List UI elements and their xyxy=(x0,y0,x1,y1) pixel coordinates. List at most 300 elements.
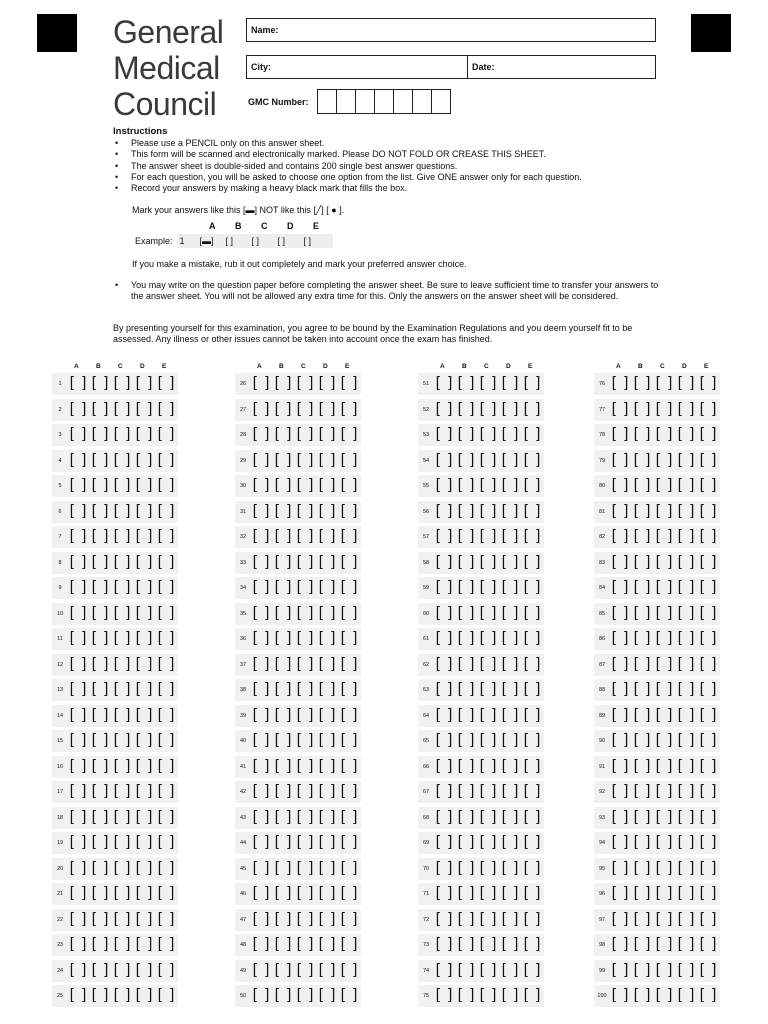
answer-bubble-b[interactable]: [ ] xyxy=(457,986,477,1003)
answer-bubble-a[interactable]: [ ] xyxy=(252,578,272,595)
answer-bubble-c[interactable]: [ ] xyxy=(296,731,316,748)
answer-bubble-c[interactable]: [ ] xyxy=(655,374,675,391)
answer-bubble-a[interactable]: [ ] xyxy=(435,782,455,799)
answer-bubble-c[interactable]: [ ] xyxy=(296,527,316,544)
answer-bubble-a[interactable]: [ ] xyxy=(611,527,631,544)
answer-bubble-a[interactable]: [ ] xyxy=(252,629,272,646)
answer-bubble-c[interactable]: [ ] xyxy=(479,501,499,519)
answer-bubble-d[interactable]: [ ] xyxy=(318,858,338,876)
answer-bubble-e[interactable]: [ ] xyxy=(340,476,360,493)
answer-bubble-c[interactable]: [ ] xyxy=(296,680,316,697)
answer-bubble-c[interactable]: [ ] xyxy=(479,450,499,468)
answer-bubble-d[interactable]: [ ] xyxy=(501,578,521,595)
answer-bubble-d[interactable]: [ ] xyxy=(135,654,155,672)
answer-bubble-b[interactable]: [ ] xyxy=(457,603,477,621)
answer-bubble-a[interactable]: [ ] xyxy=(435,425,455,442)
answer-bubble-e[interactable]: [ ] xyxy=(157,654,177,672)
answer-bubble-b[interactable]: [ ] xyxy=(457,578,477,595)
answer-bubble-a[interactable]: [ ] xyxy=(252,731,272,748)
answer-bubble-b[interactable]: [ ] xyxy=(274,884,294,901)
answer-bubble-a[interactable]: [ ] xyxy=(611,501,631,519)
gmc-number-boxes[interactable] xyxy=(318,89,451,114)
answer-bubble-e[interactable]: [ ] xyxy=(699,986,719,1003)
answer-bubble-e[interactable]: [ ] xyxy=(699,374,719,391)
answer-bubble-e[interactable]: [ ] xyxy=(699,629,719,646)
answer-bubble-c[interactable]: [ ] xyxy=(113,935,133,952)
answer-bubble-a[interactable]: [ ] xyxy=(611,705,631,723)
answer-bubble-e[interactable]: [ ] xyxy=(699,603,719,621)
answer-bubble-d[interactable]: [ ] xyxy=(501,807,521,825)
answer-bubble-e[interactable]: [ ] xyxy=(523,680,543,697)
answer-bubble-b[interactable]: [ ] xyxy=(633,960,653,978)
answer-bubble-e[interactable]: [ ] xyxy=(523,884,543,901)
answer-bubble-a[interactable]: [ ] xyxy=(435,578,455,595)
answer-bubble-b[interactable]: [ ] xyxy=(633,578,653,595)
answer-bubble-a[interactable]: [ ] xyxy=(69,450,89,468)
answer-bubble-d[interactable]: [ ] xyxy=(135,476,155,493)
answer-bubble-e[interactable]: [ ] xyxy=(699,756,719,774)
answer-bubble-b[interactable]: [ ] xyxy=(633,476,653,493)
answer-bubble-e[interactable]: [ ] xyxy=(340,527,360,544)
answer-bubble-d[interactable]: [ ] xyxy=(318,654,338,672)
answer-bubble-c[interactable]: [ ] xyxy=(296,450,316,468)
answer-bubble-b[interactable]: [ ] xyxy=(457,960,477,978)
answer-bubble-a[interactable]: [ ] xyxy=(435,909,455,927)
answer-bubble-e[interactable]: [ ] xyxy=(157,578,177,595)
answer-bubble-d[interactable]: [ ] xyxy=(135,425,155,442)
gmc-digit-box[interactable] xyxy=(431,89,451,114)
answer-bubble-b[interactable]: [ ] xyxy=(633,603,653,621)
answer-bubble-b[interactable]: [ ] xyxy=(91,833,111,850)
answer-bubble-a[interactable]: [ ] xyxy=(435,450,455,468)
answer-bubble-e[interactable]: [ ] xyxy=(699,476,719,493)
answer-bubble-d[interactable]: [ ] xyxy=(501,629,521,646)
answer-bubble-e[interactable]: [ ] xyxy=(157,552,177,570)
answer-bubble-a[interactable]: [ ] xyxy=(252,425,272,442)
answer-bubble-d[interactable]: [ ] xyxy=(318,935,338,952)
answer-bubble-d[interactable]: [ ] xyxy=(135,578,155,595)
date-field[interactable] xyxy=(467,55,656,79)
answer-bubble-c[interactable]: [ ] xyxy=(479,578,499,595)
answer-bubble-d[interactable]: [ ] xyxy=(677,374,697,391)
answer-bubble-e[interactable]: [ ] xyxy=(699,833,719,850)
answer-bubble-e[interactable]: [ ] xyxy=(523,935,543,952)
answer-bubble-b[interactable]: [ ] xyxy=(457,731,477,748)
answer-bubble-b[interactable]: [ ] xyxy=(633,909,653,927)
answer-bubble-b[interactable]: [ ] xyxy=(633,986,653,1003)
answer-bubble-b[interactable]: [ ] xyxy=(633,807,653,825)
answer-bubble-c[interactable]: [ ] xyxy=(113,629,133,646)
answer-bubble-d[interactable]: [ ] xyxy=(318,986,338,1003)
answer-bubble-b[interactable]: [ ] xyxy=(457,756,477,774)
answer-bubble-e[interactable]: [ ] xyxy=(157,807,177,825)
answer-bubble-d[interactable]: [ ] xyxy=(318,884,338,901)
gmc-digit-box[interactable] xyxy=(336,89,356,114)
answer-bubble-d[interactable]: [ ] xyxy=(677,909,697,927)
answer-bubble-e[interactable]: [ ] xyxy=(340,705,360,723)
answer-bubble-e[interactable]: [ ] xyxy=(340,425,360,442)
answer-bubble-d[interactable]: [ ] xyxy=(501,833,521,850)
answer-bubble-e[interactable]: [ ] xyxy=(523,578,543,595)
answer-bubble-e[interactable]: [ ] xyxy=(699,501,719,519)
answer-bubble-b[interactable]: [ ] xyxy=(457,374,477,391)
answer-bubble-e[interactable]: [ ] xyxy=(523,756,543,774)
answer-bubble-a[interactable]: [ ] xyxy=(611,960,631,978)
answer-bubble-a[interactable]: [ ] xyxy=(69,960,89,978)
answer-bubble-e[interactable]: [ ] xyxy=(699,450,719,468)
answer-bubble-d[interactable]: [ ] xyxy=(135,399,155,417)
answer-bubble-b[interactable]: [ ] xyxy=(457,935,477,952)
answer-bubble-b[interactable]: [ ] xyxy=(633,705,653,723)
answer-bubble-d[interactable]: [ ] xyxy=(501,680,521,697)
answer-bubble-d[interactable]: [ ] xyxy=(135,858,155,876)
answer-bubble-c[interactable]: [ ] xyxy=(655,858,675,876)
answer-bubble-d[interactable]: [ ] xyxy=(318,680,338,697)
answer-bubble-c[interactable]: [ ] xyxy=(296,884,316,901)
answer-bubble-d[interactable]: [ ] xyxy=(501,909,521,927)
answer-bubble-a[interactable]: [ ] xyxy=(611,654,631,672)
answer-bubble-e[interactable]: [ ] xyxy=(699,578,719,595)
answer-bubble-c[interactable]: [ ] xyxy=(479,986,499,1003)
answer-bubble-a[interactable]: [ ] xyxy=(611,935,631,952)
answer-bubble-d[interactable]: [ ] xyxy=(677,425,697,442)
answer-bubble-e[interactable]: [ ] xyxy=(523,476,543,493)
answer-bubble-b[interactable]: [ ] xyxy=(91,501,111,519)
answer-bubble-b[interactable]: [ ] xyxy=(457,450,477,468)
answer-bubble-b[interactable]: [ ] xyxy=(91,450,111,468)
answer-bubble-e[interactable]: [ ] xyxy=(157,425,177,442)
answer-bubble-d[interactable]: [ ] xyxy=(677,654,697,672)
answer-bubble-a[interactable]: [ ] xyxy=(611,425,631,442)
answer-bubble-c[interactable]: [ ] xyxy=(655,884,675,901)
answer-bubble-c[interactable]: [ ] xyxy=(655,986,675,1003)
answer-bubble-a[interactable]: [ ] xyxy=(611,629,631,646)
answer-bubble-a[interactable]: [ ] xyxy=(611,884,631,901)
answer-bubble-d[interactable]: [ ] xyxy=(318,782,338,799)
answer-bubble-e[interactable]: [ ] xyxy=(340,960,360,978)
answer-bubble-b[interactable]: [ ] xyxy=(91,527,111,544)
answer-bubble-c[interactable]: [ ] xyxy=(655,960,675,978)
answer-bubble-b[interactable]: [ ] xyxy=(274,986,294,1003)
answer-bubble-c[interactable]: [ ] xyxy=(296,399,316,417)
answer-bubble-b[interactable]: [ ] xyxy=(633,935,653,952)
answer-bubble-d[interactable]: [ ] xyxy=(135,629,155,646)
answer-bubble-d[interactable]: [ ] xyxy=(135,756,155,774)
answer-bubble-a[interactable]: [ ] xyxy=(69,909,89,927)
answer-bubble-b[interactable]: [ ] xyxy=(457,399,477,417)
answer-bubble-c[interactable]: [ ] xyxy=(113,833,133,850)
answer-bubble-a[interactable]: [ ] xyxy=(611,399,631,417)
answer-bubble-d[interactable]: [ ] xyxy=(135,374,155,391)
answer-bubble-d[interactable]: [ ] xyxy=(318,629,338,646)
answer-bubble-e[interactable]: [ ] xyxy=(340,884,360,901)
answer-bubble-e[interactable]: [ ] xyxy=(157,399,177,417)
answer-bubble-b[interactable]: [ ] xyxy=(91,884,111,901)
answer-bubble-a[interactable]: [ ] xyxy=(252,884,272,901)
answer-bubble-d[interactable]: [ ] xyxy=(677,552,697,570)
answer-bubble-d[interactable]: [ ] xyxy=(677,756,697,774)
answer-bubble-a[interactable]: [ ] xyxy=(252,960,272,978)
answer-bubble-b[interactable]: [ ] xyxy=(274,807,294,825)
answer-bubble-d[interactable]: [ ] xyxy=(135,552,155,570)
answer-bubble-d[interactable]: [ ] xyxy=(677,782,697,799)
answer-bubble-a[interactable]: [ ] xyxy=(435,527,455,544)
answer-bubble-a[interactable]: [ ] xyxy=(69,476,89,493)
answer-bubble-e[interactable]: [ ] xyxy=(340,450,360,468)
answer-bubble-c[interactable]: [ ] xyxy=(479,756,499,774)
answer-bubble-e[interactable]: [ ] xyxy=(157,909,177,927)
answer-bubble-e[interactable]: [ ] xyxy=(523,374,543,391)
answer-bubble-a[interactable]: [ ] xyxy=(252,986,272,1003)
answer-bubble-e[interactable]: [ ] xyxy=(157,476,177,493)
answer-bubble-c[interactable]: [ ] xyxy=(296,909,316,927)
answer-bubble-b[interactable]: [ ] xyxy=(91,807,111,825)
answer-bubble-e[interactable]: [ ] xyxy=(523,450,543,468)
answer-bubble-c[interactable]: [ ] xyxy=(113,552,133,570)
answer-bubble-d[interactable]: [ ] xyxy=(318,374,338,391)
answer-bubble-a[interactable]: [ ] xyxy=(69,986,89,1003)
answer-bubble-b[interactable]: [ ] xyxy=(274,476,294,493)
answer-bubble-a[interactable]: [ ] xyxy=(611,731,631,748)
answer-bubble-e[interactable]: [ ] xyxy=(340,782,360,799)
answer-bubble-a[interactable]: [ ] xyxy=(69,782,89,799)
answer-bubble-d[interactable]: [ ] xyxy=(677,527,697,544)
answer-bubble-a[interactable]: [ ] xyxy=(69,884,89,901)
answer-bubble-d[interactable]: [ ] xyxy=(677,501,697,519)
answer-bubble-c[interactable]: [ ] xyxy=(113,476,133,493)
answer-bubble-b[interactable]: [ ] xyxy=(91,935,111,952)
answer-bubble-e[interactable]: [ ] xyxy=(340,654,360,672)
answer-bubble-b[interactable]: [ ] xyxy=(274,603,294,621)
answer-bubble-a[interactable]: [ ] xyxy=(252,501,272,519)
answer-bubble-d[interactable]: [ ] xyxy=(135,986,155,1003)
answer-bubble-d[interactable]: [ ] xyxy=(135,501,155,519)
answer-bubble-d[interactable]: [ ] xyxy=(135,450,155,468)
answer-bubble-c[interactable]: [ ] xyxy=(296,629,316,646)
answer-bubble-e[interactable]: [ ] xyxy=(340,731,360,748)
answer-bubble-c[interactable]: [ ] xyxy=(479,884,499,901)
answer-bubble-d[interactable]: [ ] xyxy=(135,705,155,723)
answer-bubble-c[interactable]: [ ] xyxy=(479,909,499,927)
answer-bubble-b[interactable]: [ ] xyxy=(633,756,653,774)
answer-bubble-e[interactable]: [ ] xyxy=(699,858,719,876)
answer-bubble-b[interactable]: [ ] xyxy=(457,884,477,901)
answer-bubble-b[interactable]: [ ] xyxy=(457,654,477,672)
answer-bubble-d[interactable]: [ ] xyxy=(677,807,697,825)
answer-bubble-d[interactable]: [ ] xyxy=(677,858,697,876)
answer-bubble-a[interactable]: [ ] xyxy=(252,680,272,697)
answer-bubble-b[interactable]: [ ] xyxy=(274,374,294,391)
answer-bubble-d[interactable]: [ ] xyxy=(677,705,697,723)
answer-bubble-a[interactable]: [ ] xyxy=(69,552,89,570)
answer-bubble-b[interactable]: [ ] xyxy=(633,858,653,876)
answer-bubble-c[interactable]: [ ] xyxy=(113,705,133,723)
answer-bubble-d[interactable]: [ ] xyxy=(135,884,155,901)
answer-bubble-b[interactable]: [ ] xyxy=(457,501,477,519)
answer-bubble-a[interactable]: [ ] xyxy=(611,909,631,927)
answer-bubble-b[interactable]: [ ] xyxy=(457,680,477,697)
answer-bubble-e[interactable]: [ ] xyxy=(157,680,177,697)
answer-bubble-e[interactable]: [ ] xyxy=(523,603,543,621)
answer-bubble-b[interactable]: [ ] xyxy=(91,425,111,442)
answer-bubble-c[interactable]: [ ] xyxy=(113,858,133,876)
answer-bubble-d[interactable]: [ ] xyxy=(501,858,521,876)
answer-bubble-c[interactable]: [ ] xyxy=(479,374,499,391)
answer-bubble-c[interactable]: [ ] xyxy=(113,756,133,774)
answer-bubble-b[interactable]: [ ] xyxy=(91,654,111,672)
answer-bubble-c[interactable]: [ ] xyxy=(113,399,133,417)
answer-bubble-c[interactable]: [ ] xyxy=(479,935,499,952)
answer-bubble-d[interactable]: [ ] xyxy=(501,756,521,774)
answer-bubble-c[interactable]: [ ] xyxy=(113,374,133,391)
answer-bubble-a[interactable]: [ ] xyxy=(252,756,272,774)
answer-bubble-b[interactable]: [ ] xyxy=(274,680,294,697)
answer-bubble-b[interactable]: [ ] xyxy=(633,399,653,417)
answer-bubble-e[interactable]: [ ] xyxy=(340,935,360,952)
answer-bubble-b[interactable]: [ ] xyxy=(633,782,653,799)
answer-bubble-b[interactable]: [ ] xyxy=(91,552,111,570)
answer-bubble-c[interactable]: [ ] xyxy=(113,425,133,442)
answer-bubble-a[interactable]: [ ] xyxy=(69,501,89,519)
answer-bubble-a[interactable]: [ ] xyxy=(611,680,631,697)
answer-bubble-b[interactable]: [ ] xyxy=(274,578,294,595)
answer-bubble-b[interactable]: [ ] xyxy=(91,374,111,391)
answer-bubble-e[interactable]: [ ] xyxy=(699,807,719,825)
answer-bubble-a[interactable]: [ ] xyxy=(69,705,89,723)
answer-bubble-a[interactable]: [ ] xyxy=(611,782,631,799)
answer-bubble-b[interactable]: [ ] xyxy=(457,476,477,493)
answer-bubble-d[interactable]: [ ] xyxy=(677,399,697,417)
answer-bubble-c[interactable]: [ ] xyxy=(113,782,133,799)
answer-bubble-c[interactable]: [ ] xyxy=(479,858,499,876)
answer-bubble-d[interactable]: [ ] xyxy=(135,731,155,748)
answer-bubble-e[interactable]: [ ] xyxy=(340,603,360,621)
answer-bubble-a[interactable]: [ ] xyxy=(435,833,455,850)
answer-bubble-c[interactable]: [ ] xyxy=(479,399,499,417)
answer-bubble-b[interactable]: [ ] xyxy=(91,858,111,876)
answer-bubble-d[interactable]: [ ] xyxy=(677,578,697,595)
answer-bubble-a[interactable]: [ ] xyxy=(252,399,272,417)
answer-bubble-c[interactable]: [ ] xyxy=(296,654,316,672)
answer-bubble-a[interactable]: [ ] xyxy=(611,603,631,621)
answer-bubble-e[interactable]: [ ] xyxy=(340,629,360,646)
answer-bubble-a[interactable]: [ ] xyxy=(252,807,272,825)
answer-bubble-e[interactable]: [ ] xyxy=(699,680,719,697)
answer-bubble-e[interactable]: [ ] xyxy=(340,833,360,850)
answer-bubble-d[interactable]: [ ] xyxy=(501,935,521,952)
answer-bubble-e[interactable]: [ ] xyxy=(523,960,543,978)
answer-bubble-a[interactable]: [ ] xyxy=(435,552,455,570)
answer-bubble-e[interactable]: [ ] xyxy=(157,629,177,646)
answer-bubble-a[interactable]: [ ] xyxy=(435,986,455,1003)
answer-bubble-a[interactable]: [ ] xyxy=(611,756,631,774)
answer-bubble-b[interactable]: [ ] xyxy=(274,731,294,748)
answer-bubble-d[interactable]: [ ] xyxy=(501,603,521,621)
answer-bubble-d[interactable]: [ ] xyxy=(318,705,338,723)
answer-bubble-b[interactable]: [ ] xyxy=(274,654,294,672)
answer-bubble-d[interactable]: [ ] xyxy=(677,476,697,493)
answer-bubble-d[interactable]: [ ] xyxy=(677,884,697,901)
answer-bubble-e[interactable]: [ ] xyxy=(157,858,177,876)
answer-bubble-c[interactable]: [ ] xyxy=(479,731,499,748)
answer-bubble-c[interactable]: [ ] xyxy=(296,935,316,952)
answer-bubble-c[interactable]: [ ] xyxy=(655,935,675,952)
answer-bubble-c[interactable]: [ ] xyxy=(655,629,675,646)
answer-bubble-e[interactable]: [ ] xyxy=(157,960,177,978)
answer-bubble-b[interactable]: [ ] xyxy=(457,833,477,850)
answer-bubble-b[interactable]: [ ] xyxy=(274,629,294,646)
answer-bubble-c[interactable]: [ ] xyxy=(655,399,675,417)
answer-bubble-e[interactable]: [ ] xyxy=(523,425,543,442)
answer-bubble-e[interactable]: [ ] xyxy=(699,782,719,799)
answer-bubble-a[interactable]: [ ] xyxy=(435,756,455,774)
answer-bubble-d[interactable]: [ ] xyxy=(501,986,521,1003)
answer-bubble-d[interactable]: [ ] xyxy=(501,654,521,672)
answer-bubble-c[interactable]: [ ] xyxy=(655,731,675,748)
answer-bubble-c[interactable]: [ ] xyxy=(655,833,675,850)
answer-bubble-b[interactable]: [ ] xyxy=(457,909,477,927)
answer-bubble-c[interactable]: [ ] xyxy=(296,476,316,493)
answer-bubble-c[interactable]: [ ] xyxy=(113,986,133,1003)
answer-bubble-e[interactable]: [ ] xyxy=(523,731,543,748)
answer-bubble-b[interactable]: [ ] xyxy=(274,450,294,468)
answer-bubble-e[interactable]: [ ] xyxy=(699,654,719,672)
answer-bubble-c[interactable]: [ ] xyxy=(296,603,316,621)
answer-bubble-a[interactable]: [ ] xyxy=(252,374,272,391)
answer-bubble-d[interactable]: [ ] xyxy=(318,552,338,570)
answer-bubble-c[interactable]: [ ] xyxy=(479,476,499,493)
gmc-digit-box[interactable] xyxy=(412,89,432,114)
answer-bubble-b[interactable]: [ ] xyxy=(274,858,294,876)
answer-bubble-e[interactable]: [ ] xyxy=(340,552,360,570)
answer-bubble-a[interactable]: [ ] xyxy=(69,807,89,825)
answer-bubble-d[interactable]: [ ] xyxy=(677,986,697,1003)
answer-bubble-a[interactable]: [ ] xyxy=(611,374,631,391)
answer-bubble-c[interactable]: [ ] xyxy=(655,654,675,672)
answer-bubble-c[interactable]: [ ] xyxy=(296,578,316,595)
answer-bubble-c[interactable]: [ ] xyxy=(296,552,316,570)
answer-bubble-d[interactable]: [ ] xyxy=(135,909,155,927)
answer-bubble-b[interactable]: [ ] xyxy=(633,731,653,748)
answer-bubble-e[interactable]: [ ] xyxy=(699,705,719,723)
answer-bubble-c[interactable]: [ ] xyxy=(113,960,133,978)
answer-bubble-b[interactable]: [ ] xyxy=(274,425,294,442)
answer-bubble-d[interactable]: [ ] xyxy=(318,756,338,774)
answer-bubble-b[interactable]: [ ] xyxy=(274,782,294,799)
name-field[interactable] xyxy=(246,18,656,42)
answer-bubble-a[interactable]: [ ] xyxy=(435,501,455,519)
answer-bubble-c[interactable]: [ ] xyxy=(479,833,499,850)
answer-bubble-e[interactable]: [ ] xyxy=(699,731,719,748)
answer-bubble-a[interactable]: [ ] xyxy=(611,578,631,595)
answer-bubble-b[interactable]: [ ] xyxy=(274,960,294,978)
answer-bubble-b[interactable]: [ ] xyxy=(274,552,294,570)
answer-bubble-b[interactable]: [ ] xyxy=(633,629,653,646)
answer-bubble-d[interactable]: [ ] xyxy=(318,909,338,927)
answer-bubble-b[interactable]: [ ] xyxy=(91,603,111,621)
answer-bubble-a[interactable]: [ ] xyxy=(435,807,455,825)
answer-bubble-d[interactable]: [ ] xyxy=(501,782,521,799)
answer-bubble-e[interactable]: [ ] xyxy=(523,629,543,646)
answer-bubble-e[interactable]: [ ] xyxy=(523,654,543,672)
answer-bubble-c[interactable]: [ ] xyxy=(655,552,675,570)
answer-bubble-a[interactable]: [ ] xyxy=(69,858,89,876)
answer-bubble-b[interactable]: [ ] xyxy=(633,527,653,544)
gmc-digit-box[interactable] xyxy=(317,89,337,114)
answer-bubble-e[interactable]: [ ] xyxy=(523,399,543,417)
answer-bubble-e[interactable]: [ ] xyxy=(699,527,719,544)
answer-bubble-a[interactable]: [ ] xyxy=(435,374,455,391)
